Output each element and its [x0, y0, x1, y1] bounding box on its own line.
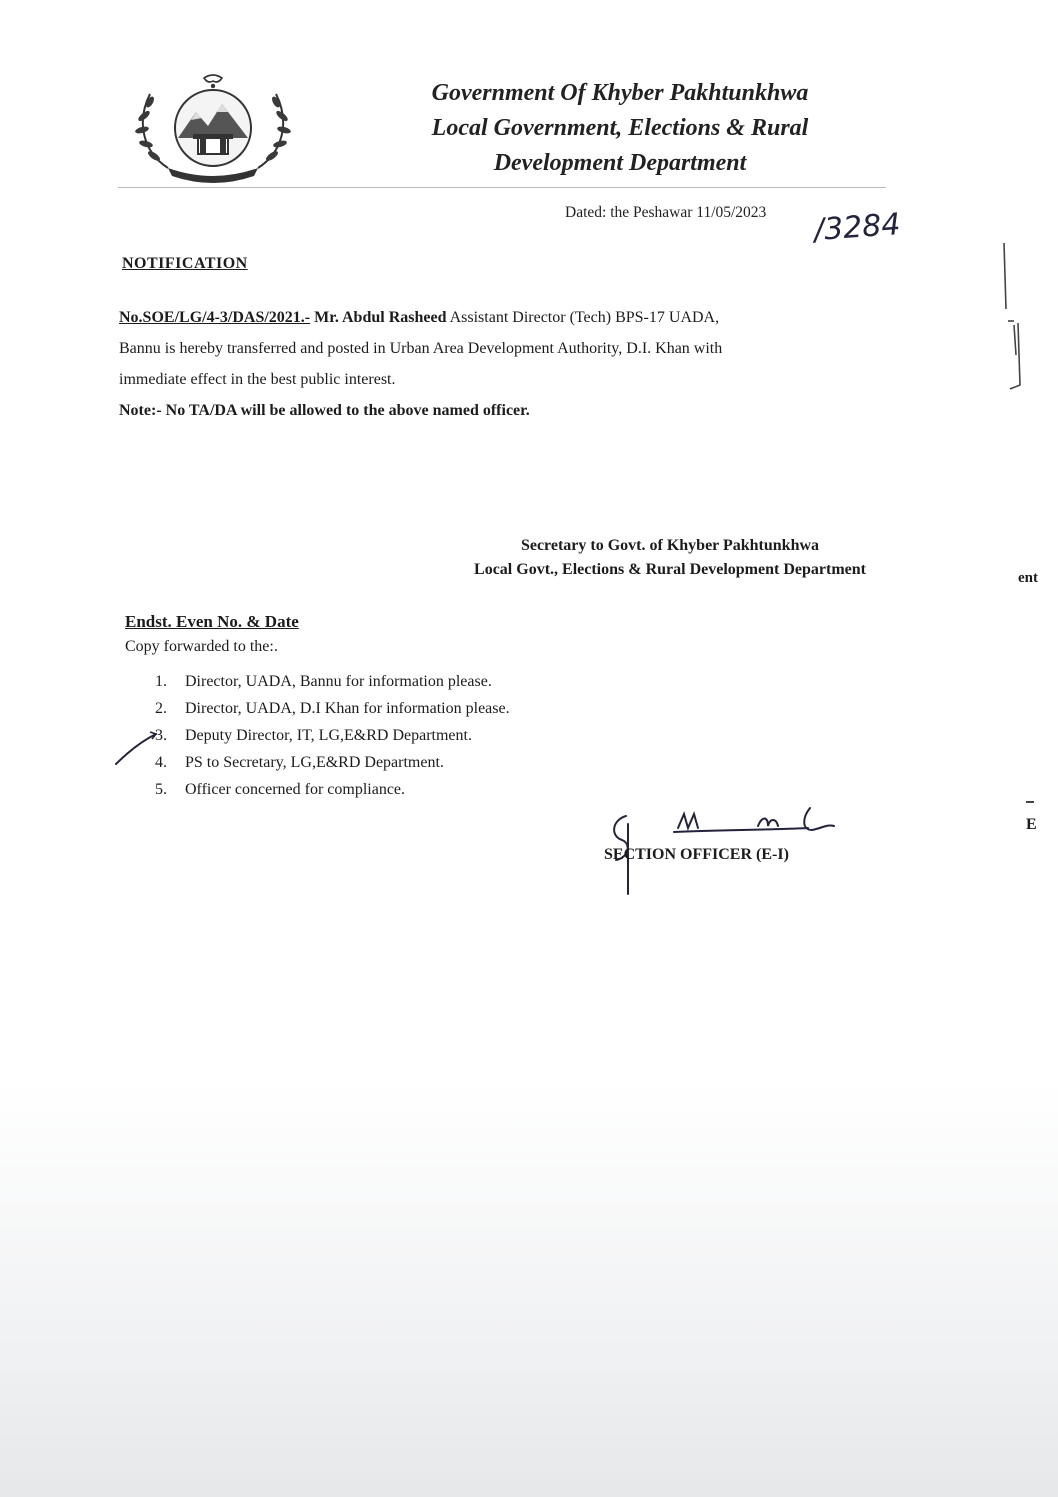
list-item-number: 4.: [155, 754, 167, 771]
list-item: [155, 722, 510, 749]
header-line-2: Local Government, Elections & Rural: [431, 115, 809, 141]
list-item: [155, 749, 510, 776]
list-item-text: Officer concerned for compliance.: [185, 781, 406, 798]
edge-fragment-nt: ent: [1018, 570, 1038, 586]
signatory-line-2: Local Govt., Elections & Rural Development Department: [474, 561, 866, 578]
list-item-text: PS to Secretary, LG,E&RD Department.: [185, 754, 444, 771]
endorsement-title: Endst. Even No. & Date: [125, 612, 299, 631]
edge-fragment-e: E: [1026, 816, 1037, 833]
header-line-1: Government Of Khyber Pakhtunkhwa: [431, 80, 809, 106]
copy-recipients-list: [155, 668, 510, 803]
kp-government-emblem-icon: [128, 72, 298, 184]
list-item-text: Director, UADA, Bannu for information please.: [185, 673, 492, 690]
department-header: [340, 76, 900, 181]
list-item-number: 2.: [155, 700, 167, 717]
copy-forwarded-line: Copy forwarded to the:.: [125, 638, 278, 655]
body-line-1-rest: Assistant Director (Tech) BPS-17 UADA,: [449, 309, 720, 326]
secretary-signatory: [410, 534, 930, 582]
list-item-number: 1.: [155, 673, 167, 690]
paper-scan-shading: [0, 1080, 1058, 1497]
reference-number: No.SOE/LG/4-3/DAS/2021.-: [119, 309, 311, 326]
list-item: [155, 668, 510, 695]
signatory-line-1: Secretary to Govt. of Khyber Pakhtunkhwa: [520, 537, 820, 554]
list-item-number: 5.: [155, 781, 167, 798]
edge-dash: [1026, 801, 1034, 803]
body-line-3: immediate effect in the best public interest.: [119, 371, 396, 388]
officer-name: Mr. Abdul Rasheed: [314, 309, 447, 326]
date-line: Dated: the Peshawar 11/05/2023: [565, 204, 767, 221]
body-line-1: [119, 302, 919, 333]
note-line: Note:- No TA/DA will be allowed to the above named officer.: [119, 402, 530, 419]
margin-bracket-marks: [990, 235, 1058, 405]
notification-title: NOTIFICATION: [122, 255, 248, 272]
handwritten-tick-mark: [112, 726, 160, 768]
list-item: [155, 776, 510, 803]
section-officer-title: SECTION OFFICER (E-I): [604, 846, 789, 863]
diary-number-text: /3284: [812, 207, 902, 249]
header-divider: [118, 187, 886, 188]
notification-body: [119, 302, 919, 426]
list-item-text: Director, UADA, D.I Khan for information please.: [185, 700, 510, 717]
header-line-3: Development Department: [493, 150, 747, 176]
body-line-2: Bannu is hereby transferred and posted in Urban Area Development Authority, D.I. Khan with: [119, 340, 723, 357]
list-item-number: 3.: [155, 727, 167, 744]
list-item: [155, 695, 510, 722]
list-item-text: Deputy Director, IT, LG,E&RD Department.: [185, 727, 472, 744]
handwritten-diary-number: [812, 196, 932, 258]
